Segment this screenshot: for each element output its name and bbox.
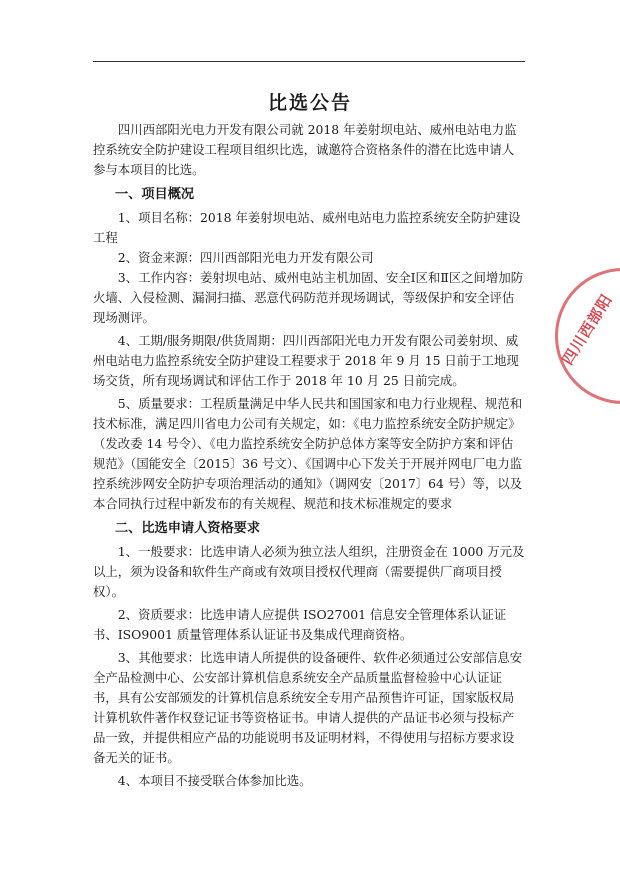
overview-item-4: 4、工期/服务期限/供货周期：四川西部阳光电力开发有限公司姜射坝、威州电站电力监控系统安全防护建设工程要求于 2018 年 9 月 15 日前于工地现场交货，所有现场调试和评估工作于 2018 年 10 月 25 日前完成。: [93, 333, 519, 388]
qualification-item-4: 4、本项目不接受联合体参加比选。: [117, 773, 312, 788]
overview-item-1: 1、项目名称：2018 年姜射坝电站、威州电站电力监控系统安全防护建设工程: [93, 210, 521, 245]
intro-paragraph: 四川西部阳光电力开发有限公司就 2018 年姜射坝电站、威州电站电力监控系统安全防护建设工程项目组织比选，诚邀符合资格条件的潜在比选申请人参与本项目的比选。: [93, 122, 517, 177]
page-title: 比选公告: [267, 92, 352, 114]
overview-item-3: 3、工作内容：姜射坝电站、威州电站主机加固、安全Ⅰ区和Ⅱ区之间增加防火墙、入侵检测、漏洞扫描、恶意代码防范并现场调试，等级保护和安全评估现场测评。: [93, 270, 524, 325]
overview-item-5: 5、质量要求：工程质量满足中华人民共和国国家和电力行业规程、规范和技术标准，满足四川省电力公司有关规定，如：《电力监控系统安全防护规定》（发改委 14 号令）、《电力监控系统安全防护总体方案等安全防护方案和评估规范》（国能安全〔2015〕36 号文）、《国调中心下发关于开展并网电厂电力监控系统涉网安全防护专项治理活动的通知》（调网安〔2017〕64 号）等，以及本合同执行过程中新发布的有关规程、规范和技术标准规定的要求: [93, 396, 523, 511]
document-body: [93, 120, 525, 791]
overview-item-2: 2、资金来源：四川西部阳光电力开发有限公司: [117, 250, 374, 265]
qualification-item-3: 3、其他要求：比选申请人所提供的设备硬件、软件必须通过公安部信息安全产品检测中心、公安部计算机信息系统安全产品质量监督检验中心认证证书，具有公安部颁发的计算机信息系统安全专用产品预售许可证，国家版权局计算机软件著作权登记证书等资格证书。申请人提供的产品证书必须与投标产品一致，并提供相应产品的功能说明书及证明材料，不得使用与招标方要求设备无关的证书。: [93, 650, 523, 765]
qualification-item-2: 2、资质要求：比选申请人应提供 ISO27001 信息安全管理体系认证证书、ISO9001 质量管理体系认证证书及集成代理商资格。: [93, 607, 507, 642]
company-seal-text: 四川西部阳: [558, 290, 617, 369]
section-heading-overview: 一、项目概况: [115, 187, 195, 202]
section-heading-qualification: 二、比选申请人资格要求: [115, 521, 261, 536]
qualification-item-1: 1、一般要求：比选申请人必须为独立法人组织，注册资金在 1000 万元及以上，须为设备和软件生产商或有效项目授权代理商（需要提供厂商项目授权）。: [93, 544, 525, 599]
header-rule: [93, 61, 525, 62]
